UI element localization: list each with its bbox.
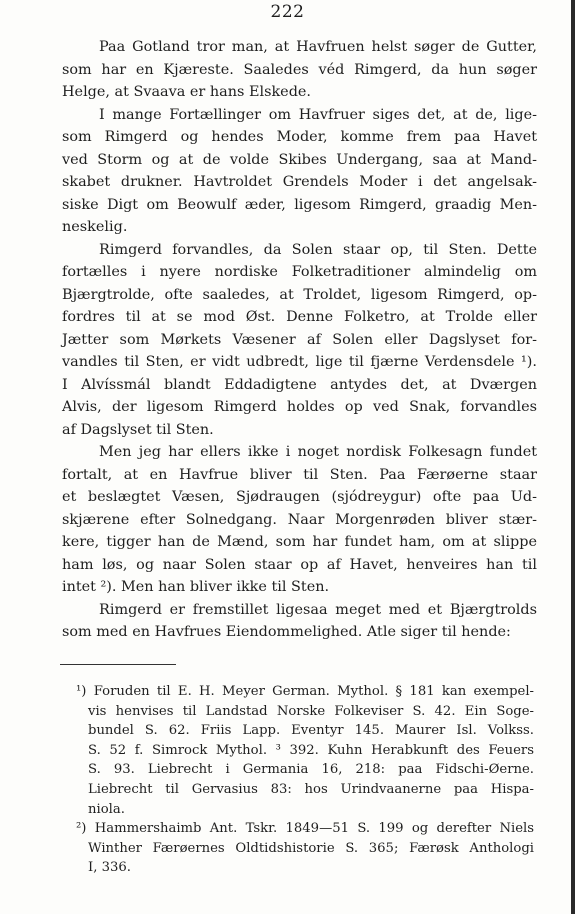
text-line: ham løs, og naar Solen staar op af Havet, henveires han til <box>62 556 537 573</box>
text-line: Rimgerd er fremstillet ligesaa meget med et Bjærgtrolds <box>99 601 537 618</box>
text-line: Paa Gotland tror man, at Havfruen helst søger de Gutter, <box>99 39 537 55</box>
text-line: skjærene efter Solnedgang. Naar Morgenrøden bliver stær- <box>62 511 537 528</box>
footnote-line: bundel S. 62. Friis Lapp. Eventyr 145. Maurer Isl. Volkss. <box>88 723 534 739</box>
text-line: fordres til at se mod Øst. Denne Folketro, at Trolde eller <box>62 309 537 325</box>
body-text <box>62 36 537 644</box>
text-line: I Alvíssmál blandt Eddadigtene antydes det, at Dværgen <box>62 376 537 393</box>
text-line: som har en Kjæreste. Saaledes véd Rimgerd, da hun søger <box>62 61 537 78</box>
text-line: af Dagslyset til Sten. <box>62 421 214 438</box>
footnote-line: ¹) Foruden til E. H. Meyer German. Mythol. § 181 kan exempel- <box>76 684 534 699</box>
footnote-line: I, 336. <box>88 860 131 876</box>
text-line: som Rimgerd og hendes Moder, komme frem paa Havet <box>62 129 537 145</box>
page-number: 222 <box>270 2 305 22</box>
text-line: ved Storm og at de volde Skibes Undergang, saa at Mand- <box>62 151 537 168</box>
text-line: som med en Havfrues Eiendommelighed. Atle siger til hende: <box>62 624 511 640</box>
text-line: intet ²). Men han bliver ikke til Sten. <box>62 579 330 595</box>
footnote-line: vis henvises til Landstad Norske Folkeviser S. 42. Ein Soge- <box>88 703 534 719</box>
footnote-line: ²) Hammershaimb Ant. Tskr. 1849—51 S. 199 og derefter Niels <box>76 821 534 837</box>
footnote-line: Winther Færøernes Oldtidshistorie S. 365; Færøsk Anthologi <box>88 840 534 856</box>
text-line: fortalt, at en Havfrue bliver til Sten. Paa Færøerne staar <box>62 466 537 483</box>
text-line: neskelig. <box>62 219 128 235</box>
page-edge-shadow <box>571 0 575 914</box>
footnotes <box>62 682 534 878</box>
footnote-line: S. 52 f. Simrock Mythol. ³ 392. Kuhn Herabkunft des Feuers <box>88 742 534 758</box>
footnote-line: niola. <box>88 801 125 817</box>
text-line: Alvis, der ligesom Rimgerd holdes op ved Snak, forvandles <box>62 399 537 415</box>
text-line: siske Digt om Beowulf æder, ligesom Rimgerd, graadig Men- <box>62 196 537 213</box>
text-line: I mange Fortællinger om Havfruer siges det, at de, lige- <box>99 106 537 123</box>
text-line: Jætter som Mørkets Væsener af Solen eller Dagslyset for- <box>62 331 537 348</box>
text-line: Helge, at Svaava er hans Elskede. <box>62 84 311 100</box>
footnote-line: S. 93. Liebrecht i Germania 16, 218: paa Fidschi-Øerne. <box>88 762 534 778</box>
text-line: et beslægtet Væsen, Sjødraugen (sjódreygur) ofte paa Ud- <box>62 489 537 505</box>
text-line: fortælles i nyere nordiske Folketraditioner almindelig om <box>62 264 537 280</box>
text-line: Rimgerd forvandles, da Solen staar op, til Sten. Dette <box>99 241 537 258</box>
text-line: vandles til Sten, er vidt udbredt, lige til fjærne Verdensdele ¹). <box>62 354 537 370</box>
text-line: Men jeg har ellers ikke i noget nordisk Folkesagn fundet <box>99 444 537 460</box>
text-line: Bjærgtrolde, ofte saaledes, at Troldet, ligesom Rimgerd, op- <box>62 286 537 303</box>
footnote-line: Liebrecht til Gervasius 83: hos Urindvaanerne paa Hispa- <box>88 781 534 797</box>
footnote-divider <box>60 664 176 665</box>
text-line: skabet drukner. Havtroldet Grendels Moder i det angelsak- <box>62 174 537 190</box>
text-line: kere, tigger han de Mænd, som har fundet ham, om at slippe <box>62 534 537 550</box>
